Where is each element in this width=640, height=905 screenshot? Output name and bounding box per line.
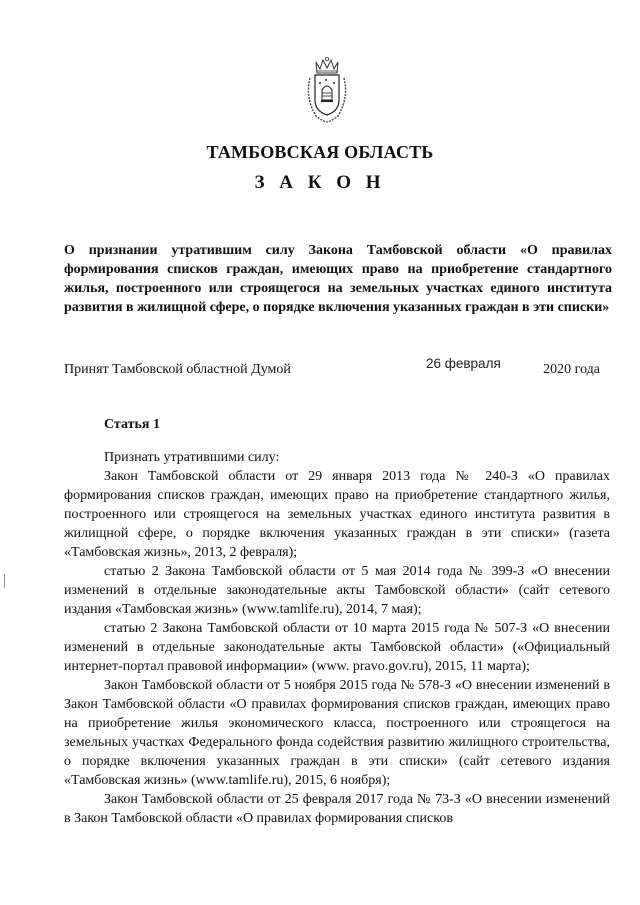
article-paragraph: Закон Тамбовской области от 29 января 2013 года № 240-З «О правилах формирования списков граждан, имеющих право на приобретение стандартного жилья, построенного или строящегося на земельных участках единого института развития в жилищной сфере, о порядке включения указанных граждан в эти списки» (газета «Тамбовская жизнь», 2013, 2 февраля); bbox=[64, 469, 610, 560]
law-title: О признании утратившим силу Закона Тамбовской области «О правилах формирования списков граждан, имеющих право на приобретение стандартного жилья, построенного или строящегося на земельных участках единого института развития в жилищной сфере, о порядке включения указанных граждан в эти списки» bbox=[64, 243, 612, 315]
article-paragraph: Признать утратившими силу: bbox=[104, 450, 280, 465]
adoption-date: 26 февраля bbox=[426, 356, 501, 371]
adoption-year: 2020 года bbox=[543, 362, 600, 377]
region-name: ТАМБОВСКАЯ ОБЛАСТЬ bbox=[206, 142, 434, 162]
document-type: З А К О Н bbox=[254, 172, 386, 193]
article-paragraph: статью 2 Закона Тамбовской области от 10 марта 2015 года № 507-З «О внесении изменений в отдельные законодательные акты Тамбовской области» («Официальный интернет-портал правовой информации» (www. pravo.gov.ru), 2015, 11 марта); bbox=[64, 621, 610, 674]
adoption-label: Принят Тамбовской областной Думой bbox=[64, 362, 291, 377]
article-paragraph: Закон Тамбовской области от 5 ноября 2015 года № 578-З «О внесении изменений в Закон Тамбовской области «О правилах формирования списков граждан, имеющих право на приобретение жилья экономического класса, построенного или строящегося на земельных участках Федерального фонда содействия развитию жилищного строительства, о порядке включения указанных граждан в эти списки» (сайт сетевого издания «Тамбовская жизнь» (www.tamlife.ru), 2015, 6 ноября); bbox=[64, 678, 610, 788]
article-paragraph: Закон Тамбовской области от 25 февраля 2017 года № 73-З «О внесении изменений в Закон Тамбовской области «О правилах формирования списков bbox=[64, 792, 610, 826]
article-body bbox=[64, 448, 610, 828]
article-paragraph: статью 2 Закона Тамбовской области от 5 мая 2014 года № 399-З «О внесении изменений в отдельные законодательные акты Тамбовской области» (сайт сетевого издания «Тамбовская жизнь» (www.tamlife.ru), 2014, 7 мая); bbox=[64, 564, 610, 617]
article-heading: Статья 1 bbox=[104, 417, 160, 432]
adoption-line bbox=[64, 356, 612, 382]
tambov-coat-of-arms-icon bbox=[302, 56, 352, 124]
scan-edge-mark bbox=[4, 574, 5, 588]
